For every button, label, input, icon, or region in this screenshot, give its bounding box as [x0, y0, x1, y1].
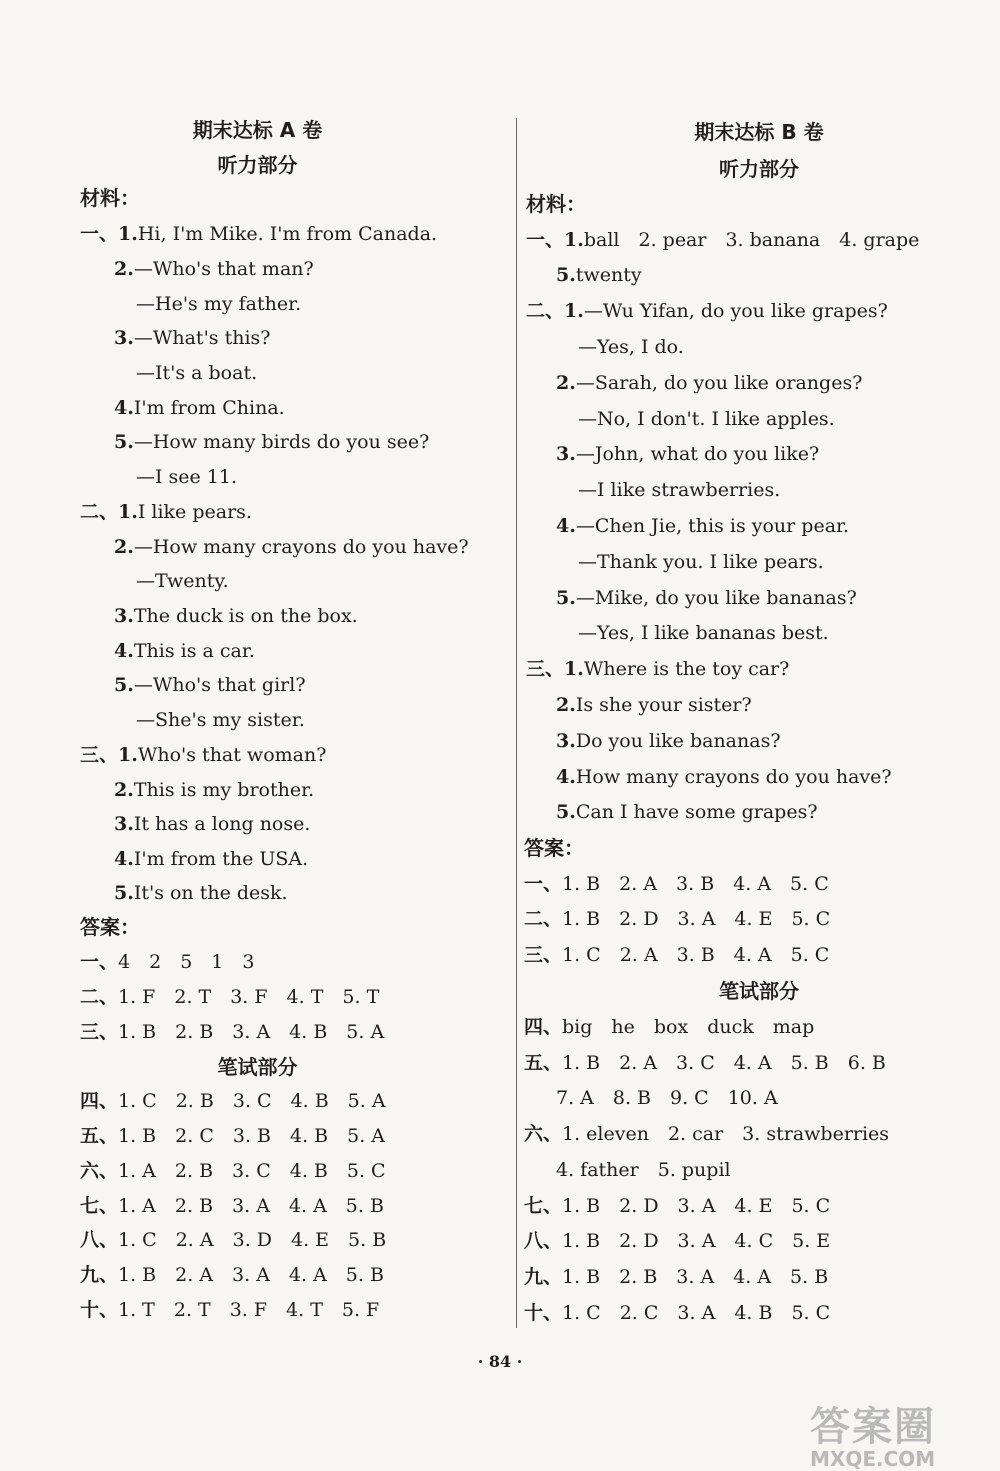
line-text: Hi, I'm Mike. I'm from Canada. — [137, 223, 438, 245]
right-line-17 — [556, 729, 781, 753]
right-line-23 — [524, 943, 829, 967]
right-line-19 — [556, 800, 818, 824]
item-number: 2. — [114, 536, 134, 558]
right-line-22 — [524, 907, 830, 931]
line-text: Who's that woman? — [137, 744, 327, 766]
item-number: 2. — [114, 258, 134, 280]
right-line-15 — [526, 657, 789, 681]
line-text: I'm from the USA. — [133, 848, 309, 870]
left-line-8 — [114, 396, 285, 420]
right-line-8 — [578, 407, 835, 431]
line-text: 4. father 5. pupil — [556, 1159, 731, 1181]
line-text: twenty — [575, 264, 642, 286]
right-line-28 — [524, 1122, 889, 1146]
left-line-2 — [80, 186, 140, 210]
left-line-21 — [114, 847, 308, 871]
left-line-5 — [136, 292, 301, 316]
line-text: Do you like bananas? — [575, 730, 781, 752]
line-text: —No, I don't. I like apples. — [578, 408, 835, 430]
line-text: 1. A 2. B 3. C 4. B 5. C — [118, 1160, 386, 1182]
line-text: 期末达标 B 卷 — [694, 120, 824, 144]
right-line-20 — [524, 836, 584, 860]
watermark-url: MXQE.COM — [810, 1447, 936, 1471]
right-line-18 — [556, 765, 892, 789]
left-line-18 — [80, 743, 326, 767]
line-text: I like pears. — [137, 501, 252, 523]
right-line-16 — [556, 693, 752, 717]
right-line-31 — [524, 1229, 830, 1253]
line-text: —Wu Yifan, do you like grapes? — [583, 300, 888, 322]
right-line-0 — [518, 120, 1000, 144]
right-line-21 — [524, 872, 829, 896]
item-number: 一、 — [80, 951, 119, 973]
item-number: 4. — [556, 515, 576, 537]
item-number: 八、 — [80, 1229, 119, 1251]
left-line-28 — [80, 1089, 386, 1113]
right-line-12 — [578, 550, 824, 574]
right-line-3 — [526, 228, 919, 252]
left-line-12 — [114, 535, 469, 559]
right-line-2 — [526, 192, 586, 216]
line-text: 1. A 2. B 3. A 4. A 5. B — [118, 1195, 384, 1217]
item-number: 3. — [114, 813, 134, 835]
line-text: 期末达标 A 卷 — [192, 118, 323, 142]
right-line-9 — [556, 442, 819, 466]
item-number: 5. — [114, 431, 134, 453]
right-line-11 — [556, 514, 849, 538]
left-line-7 — [136, 361, 257, 385]
right-line-13 — [556, 586, 857, 610]
right-line-14 — [578, 621, 829, 645]
item-number: 九、 — [524, 1266, 563, 1288]
line-text: The duck is on the box. — [133, 605, 358, 627]
item-number: 六、 — [524, 1123, 563, 1145]
watermark-logo — [810, 1404, 990, 1471]
line-text: How many crayons do you have? — [575, 766, 892, 788]
line-text: 答案： — [524, 836, 584, 860]
left-line-15 — [114, 639, 255, 663]
item-number: 4. — [556, 766, 576, 788]
left-line-30 — [80, 1159, 386, 1183]
line-text: 1. B 2. C 3. B 4. B 5. A — [118, 1125, 385, 1147]
line-text: 答案： — [80, 915, 140, 939]
item-number: 3. — [114, 327, 134, 349]
item-number: 4. — [114, 397, 134, 419]
left-line-17 — [136, 708, 305, 732]
left-line-20 — [114, 812, 310, 836]
line-text: 材料： — [526, 192, 586, 216]
item-number: 三、1. — [526, 658, 584, 680]
line-text: Where is the toy car? — [583, 658, 790, 680]
right-line-27 — [556, 1086, 778, 1110]
item-number: 十、 — [524, 1302, 563, 1324]
line-text: 1. T 2. T 3. F 4. T 5. F — [118, 1299, 380, 1321]
line-text: 1. B 2. A 3. A 4. A 5. B — [118, 1264, 384, 1286]
item-number: 五、 — [524, 1052, 563, 1074]
line-text: big he box duck map — [562, 1016, 815, 1038]
line-text: 1. B 2. D 3. A 4. E 5. C — [562, 1195, 831, 1217]
right-line-32 — [524, 1265, 828, 1289]
left-line-22 — [114, 881, 288, 905]
line-text: 1. B 2. A 3. C 4. A 5. B 6. B — [562, 1052, 886, 1074]
item-number: 四、 — [524, 1016, 563, 1038]
item-number: 二、 — [80, 986, 119, 1008]
item-number: 二、1. — [526, 300, 584, 322]
item-number: 5. — [556, 264, 576, 286]
item-number: 3. — [556, 730, 576, 752]
line-text: 1. B 2. D 3. A 4. E 5. C — [562, 908, 831, 930]
column-divider — [516, 118, 517, 1328]
line-text: 1. B 2. A 3. B 4. A 5. C — [562, 873, 829, 895]
item-number: 5. — [114, 674, 134, 696]
item-number: 五、 — [80, 1125, 119, 1147]
item-number: 七、 — [80, 1195, 119, 1217]
item-number: 一、1. — [80, 223, 138, 245]
line-text: —How many birds do you see? — [133, 431, 430, 453]
item-number: 一、1. — [526, 229, 584, 251]
item-number: 二、 — [524, 908, 563, 930]
right-line-26 — [524, 1051, 886, 1075]
line-text: 1. B 2. B 3. A 4. A 5. B — [562, 1266, 829, 1288]
right-line-29 — [556, 1158, 731, 1182]
line-text: 1. eleven 2. car 3. strawberries — [562, 1123, 890, 1145]
left-line-11 — [80, 500, 252, 524]
item-number: 5. — [556, 587, 576, 609]
item-number: 2. — [556, 372, 576, 394]
line-text: —Who's that man? — [133, 258, 314, 280]
line-text: —Mike, do you like bananas? — [575, 587, 857, 609]
line-text: —What's this? — [133, 327, 271, 349]
right-line-6 — [578, 335, 684, 359]
item-number: 九、 — [80, 1264, 119, 1286]
right-line-7 — [556, 371, 862, 395]
line-text: I'm from China. — [133, 397, 285, 419]
left-line-16 — [114, 673, 306, 697]
item-number: 3. — [114, 605, 134, 627]
line-text: 1. C 2. A 3. D 4. E 5. B — [118, 1229, 387, 1251]
line-text: 听力部分 — [217, 153, 298, 177]
item-number: 七、 — [524, 1195, 563, 1217]
line-text: —How many crayons do you have? — [133, 536, 469, 558]
line-text: —John, what do you like? — [575, 443, 820, 465]
line-text: —Yes, I do. — [578, 336, 684, 358]
right-line-1 — [518, 157, 1000, 181]
right-line-5 — [526, 299, 888, 323]
line-text: It has a long nose. — [133, 813, 311, 835]
right-line-24 — [518, 979, 1000, 1003]
line-text: 材料： — [80, 186, 140, 210]
line-text: 7. A 8. B 9. C 10. A — [556, 1087, 778, 1109]
line-text: —Thank you. I like pears. — [578, 551, 824, 573]
left-line-14 — [114, 604, 358, 628]
left-line-24 — [80, 950, 254, 974]
item-number: 一、 — [524, 873, 563, 895]
line-text: This is my brother. — [133, 779, 315, 801]
line-text: This is a car. — [133, 640, 255, 662]
line-text: —Who's that girl? — [133, 674, 306, 696]
left-line-25 — [80, 985, 379, 1009]
line-text: —Yes, I like bananas best. — [578, 622, 829, 644]
item-number: 三、1. — [80, 744, 138, 766]
left-line-23 — [80, 915, 140, 939]
item-number: 3. — [556, 443, 576, 465]
line-text: 1. B 2. B 3. A 4. B 5. A — [118, 1021, 385, 1043]
line-text: —I like strawberries. — [578, 479, 781, 501]
line-text: Is she your sister? — [575, 694, 752, 716]
left-line-9 — [114, 430, 429, 454]
item-number: 三、 — [524, 944, 563, 966]
left-line-3 — [80, 222, 437, 246]
right-line-10 — [578, 478, 780, 502]
item-number: 4. — [114, 848, 134, 870]
left-line-4 — [114, 257, 314, 281]
line-text: 听力部分 — [719, 157, 799, 181]
line-text: 1. C 2. A 3. B 4. A 5. C — [562, 944, 830, 966]
line-text: —She's my sister. — [136, 709, 305, 731]
left-line-13 — [136, 569, 229, 593]
line-text: —Twenty. — [136, 570, 229, 592]
line-text: 1. F 2. T 3. F 4. T 5. T — [118, 986, 380, 1008]
item-number: 2. — [556, 694, 576, 716]
item-number: 十、 — [80, 1299, 119, 1321]
left-line-34 — [80, 1298, 379, 1322]
left-line-6 — [114, 326, 270, 350]
item-number: 六、 — [80, 1160, 119, 1182]
line-text: 1. C 2. C 3. A 4. B 5. C — [562, 1302, 831, 1324]
left-line-31 — [80, 1194, 384, 1218]
item-number: 四、 — [80, 1090, 119, 1112]
left-line-0 — [0, 118, 515, 142]
page-number: · 84 · — [477, 1352, 523, 1371]
item-number: 三、 — [80, 1021, 119, 1043]
line-text: —He's my father. — [136, 293, 302, 315]
line-text: —I see 11. — [136, 466, 238, 488]
line-text: —Chen Jie, this is your pear. — [575, 515, 850, 537]
line-text: 1. B 2. D 3. A 4. C 5. E — [562, 1230, 831, 1252]
left-line-19 — [114, 778, 314, 802]
line-text: Can I have some grapes? — [575, 801, 818, 823]
item-number: 5. — [114, 882, 134, 904]
item-number: 5. — [556, 801, 576, 823]
left-line-1 — [0, 153, 515, 177]
line-text: —It's a boat. — [136, 362, 258, 384]
right-line-30 — [524, 1194, 830, 1218]
left-line-10 — [136, 465, 237, 489]
item-number: 八、 — [524, 1230, 563, 1252]
item-number: 2. — [114, 779, 134, 801]
left-line-27 — [0, 1055, 515, 1079]
left-line-29 — [80, 1124, 385, 1148]
left-line-32 — [80, 1228, 386, 1252]
line-text: 4 2 5 1 3 — [118, 951, 255, 973]
line-text: It's on the desk. — [133, 882, 288, 904]
item-number: 4. — [114, 640, 134, 662]
right-line-33 — [524, 1301, 830, 1325]
left-line-33 — [80, 1263, 384, 1287]
line-text: —Sarah, do you like oranges? — [575, 372, 863, 394]
item-number: 二、1. — [80, 501, 138, 523]
watermark-title: 答案圈 — [810, 1404, 936, 1450]
line-text: ball 2. pear 3. banana 4. grape — [583, 229, 920, 251]
line-text: 1. C 2. B 3. C 4. B 5. A — [118, 1090, 386, 1112]
right-line-4 — [556, 263, 642, 287]
line-text: 笔试部分 — [719, 979, 799, 1003]
line-text: 笔试部分 — [217, 1055, 298, 1079]
right-line-25 — [524, 1015, 814, 1039]
left-line-26 — [80, 1020, 384, 1044]
